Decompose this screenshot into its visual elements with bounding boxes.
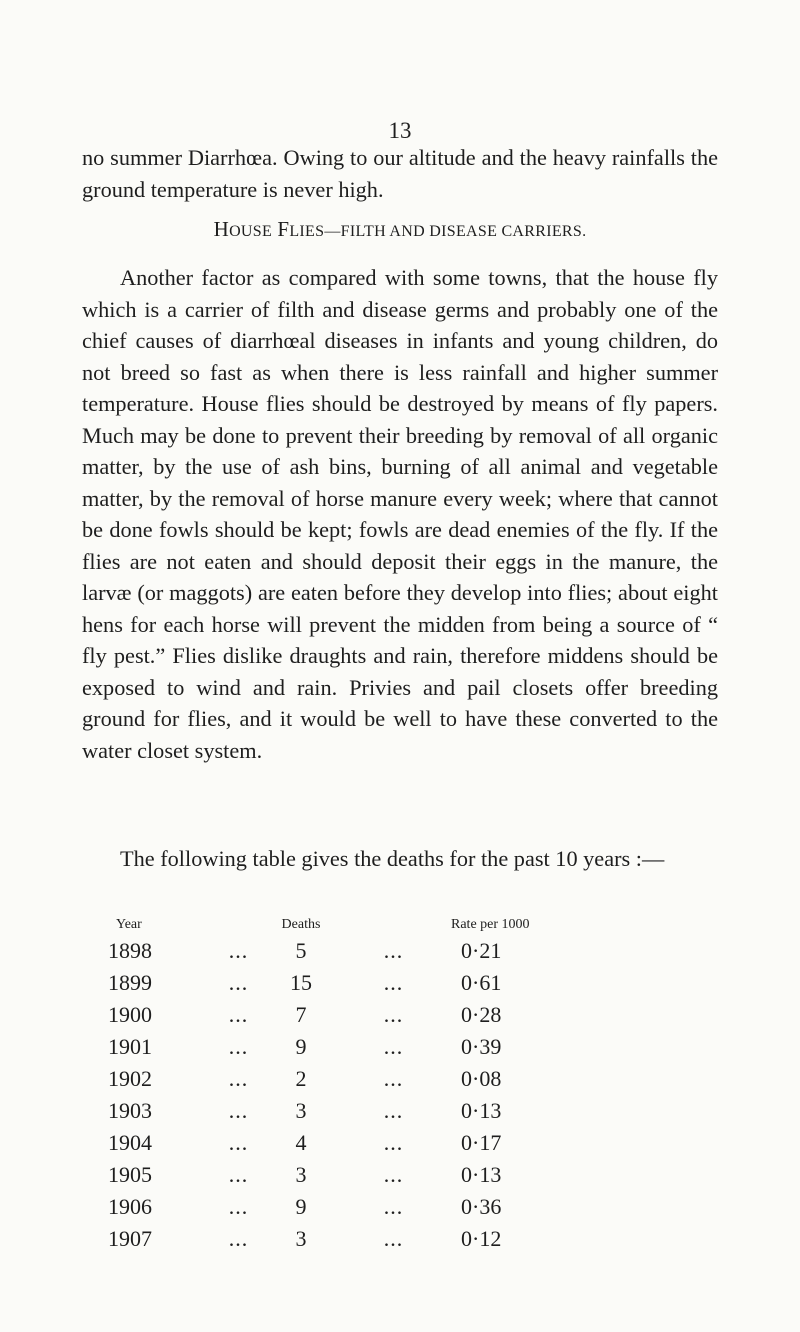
leader-dots: ... — [383, 970, 404, 995]
house-flies-paragraph: Another factor as compared with some towns, that the house fly which is a carrier of filth and disease germs and probably one of the chief causes of diarrhœal diseases in infants and young children, do not breed so fast as when there is less rainfall and higher summer temperature. House flies should be destroyed by means of fly papers. Much may be done to prevent their breeding by removal of all organic matter, by the use of ash bins, burning of all animal and vegetable matter, by the removal of horse manure every week; where that cannot be done fowls should be kept; fowls are dead enemies of the fly. If the flies are not eaten and should deposit their eggs in the manure, the larvæ (or maggots) are eaten before they develop into flies; about eight hens for each horse will prevent the midden from being a source of “ fly pest.” Flies dislike draughts and rain, therefore middens should be exposed to wind and rain. Privies and pail closets offer breeding ground for flies, and it would be well to have these converted to the water closet system. — [82, 265, 718, 763]
rate-cell: 0·08 — [461, 1066, 502, 1091]
year-cell: 1898 — [108, 938, 152, 963]
heading-initial-flies: F — [277, 217, 290, 241]
table-row — [108, 999, 541, 1031]
intro-paragraph: no summer Diarrhœa. Owing to our altitude and the heavy rainfalls the ground temperature is never high. — [82, 145, 718, 202]
leader-dots: ... — [383, 1162, 404, 1187]
year-cell: 1904 — [108, 1130, 152, 1155]
leader-dots: ... — [228, 1130, 249, 1155]
leader-dots: ... — [383, 1098, 404, 1123]
deaths-cell: 7 — [295, 1002, 307, 1027]
leader-dots: ... — [383, 1002, 404, 1027]
section-heading — [0, 217, 800, 242]
deaths-cell: 2 — [295, 1066, 307, 1091]
rate-cell: 0·17 — [461, 1130, 502, 1155]
table-row — [108, 967, 541, 999]
leader-dots: ... — [383, 1034, 404, 1059]
leader-dots: ... — [383, 1130, 404, 1155]
table-row — [108, 1095, 541, 1127]
table-row — [108, 1127, 541, 1159]
table-header-row — [108, 913, 541, 935]
leader-dots: ... — [228, 1226, 249, 1251]
header-year: Year — [116, 917, 142, 932]
deaths-cell: 4 — [295, 1130, 307, 1155]
leader-dots: ... — [228, 938, 249, 963]
leader-dots: ... — [228, 1066, 249, 1091]
leader-dots: ... — [383, 1066, 404, 1091]
year-cell: 1907 — [108, 1226, 152, 1251]
deaths-cell: 3 — [295, 1098, 307, 1123]
table-intro-paragraph: The following table gives the deaths for the past 10 years :— — [120, 846, 665, 871]
rate-cell: 0·39 — [461, 1034, 502, 1059]
year-cell: 1900 — [108, 1002, 152, 1027]
table-row — [108, 1063, 541, 1095]
leader-dots: ... — [383, 1194, 404, 1219]
deaths-cell: 9 — [295, 1194, 307, 1219]
leader-dots: ... — [383, 938, 404, 963]
heading-word-house: OUSE — [229, 223, 273, 240]
deaths-cell: 15 — [290, 970, 312, 995]
deaths-cell: 5 — [295, 938, 307, 963]
table-row — [108, 1031, 541, 1063]
deaths-table — [108, 913, 541, 1255]
table-body — [108, 935, 541, 1255]
rate-cell: 0·21 — [461, 938, 502, 963]
header-rate: Rate per 1000 — [451, 917, 530, 932]
rate-cell: 0·13 — [461, 1098, 502, 1123]
leader-dots: ... — [228, 1194, 249, 1219]
year-cell: 1901 — [108, 1034, 152, 1059]
page-number: 13 — [388, 118, 412, 143]
header-deaths: Deaths — [281, 917, 321, 932]
deaths-cell: 9 — [295, 1034, 307, 1059]
table-row — [108, 1191, 541, 1223]
heading-rest: LIES—FILTH AND DISEASE CARRIERS. — [289, 223, 587, 240]
year-cell: 1902 — [108, 1066, 152, 1091]
rate-cell: 0·36 — [461, 1194, 502, 1219]
heading-initial-house: H — [213, 217, 230, 241]
leader-dots: ... — [228, 1002, 249, 1027]
table-row — [108, 1159, 541, 1191]
leader-dots: ... — [228, 970, 249, 995]
year-cell: 1903 — [108, 1098, 152, 1123]
year-cell: 1905 — [108, 1162, 152, 1187]
table-row — [108, 935, 541, 967]
deaths-cell: 3 — [295, 1162, 307, 1187]
rate-cell: 0·13 — [461, 1162, 502, 1187]
leader-dots: ... — [383, 1226, 404, 1251]
leader-dots: ... — [228, 1098, 249, 1123]
leader-dots: ... — [228, 1162, 249, 1187]
table-row — [108, 1223, 541, 1255]
year-cell: 1899 — [108, 970, 152, 995]
rate-cell: 0·61 — [461, 970, 502, 995]
year-cell: 1906 — [108, 1194, 152, 1219]
rate-cell: 0·12 — [461, 1226, 502, 1251]
deaths-cell: 3 — [295, 1226, 307, 1251]
rate-cell: 0·28 — [461, 1002, 502, 1027]
leader-dots: ... — [228, 1034, 249, 1059]
